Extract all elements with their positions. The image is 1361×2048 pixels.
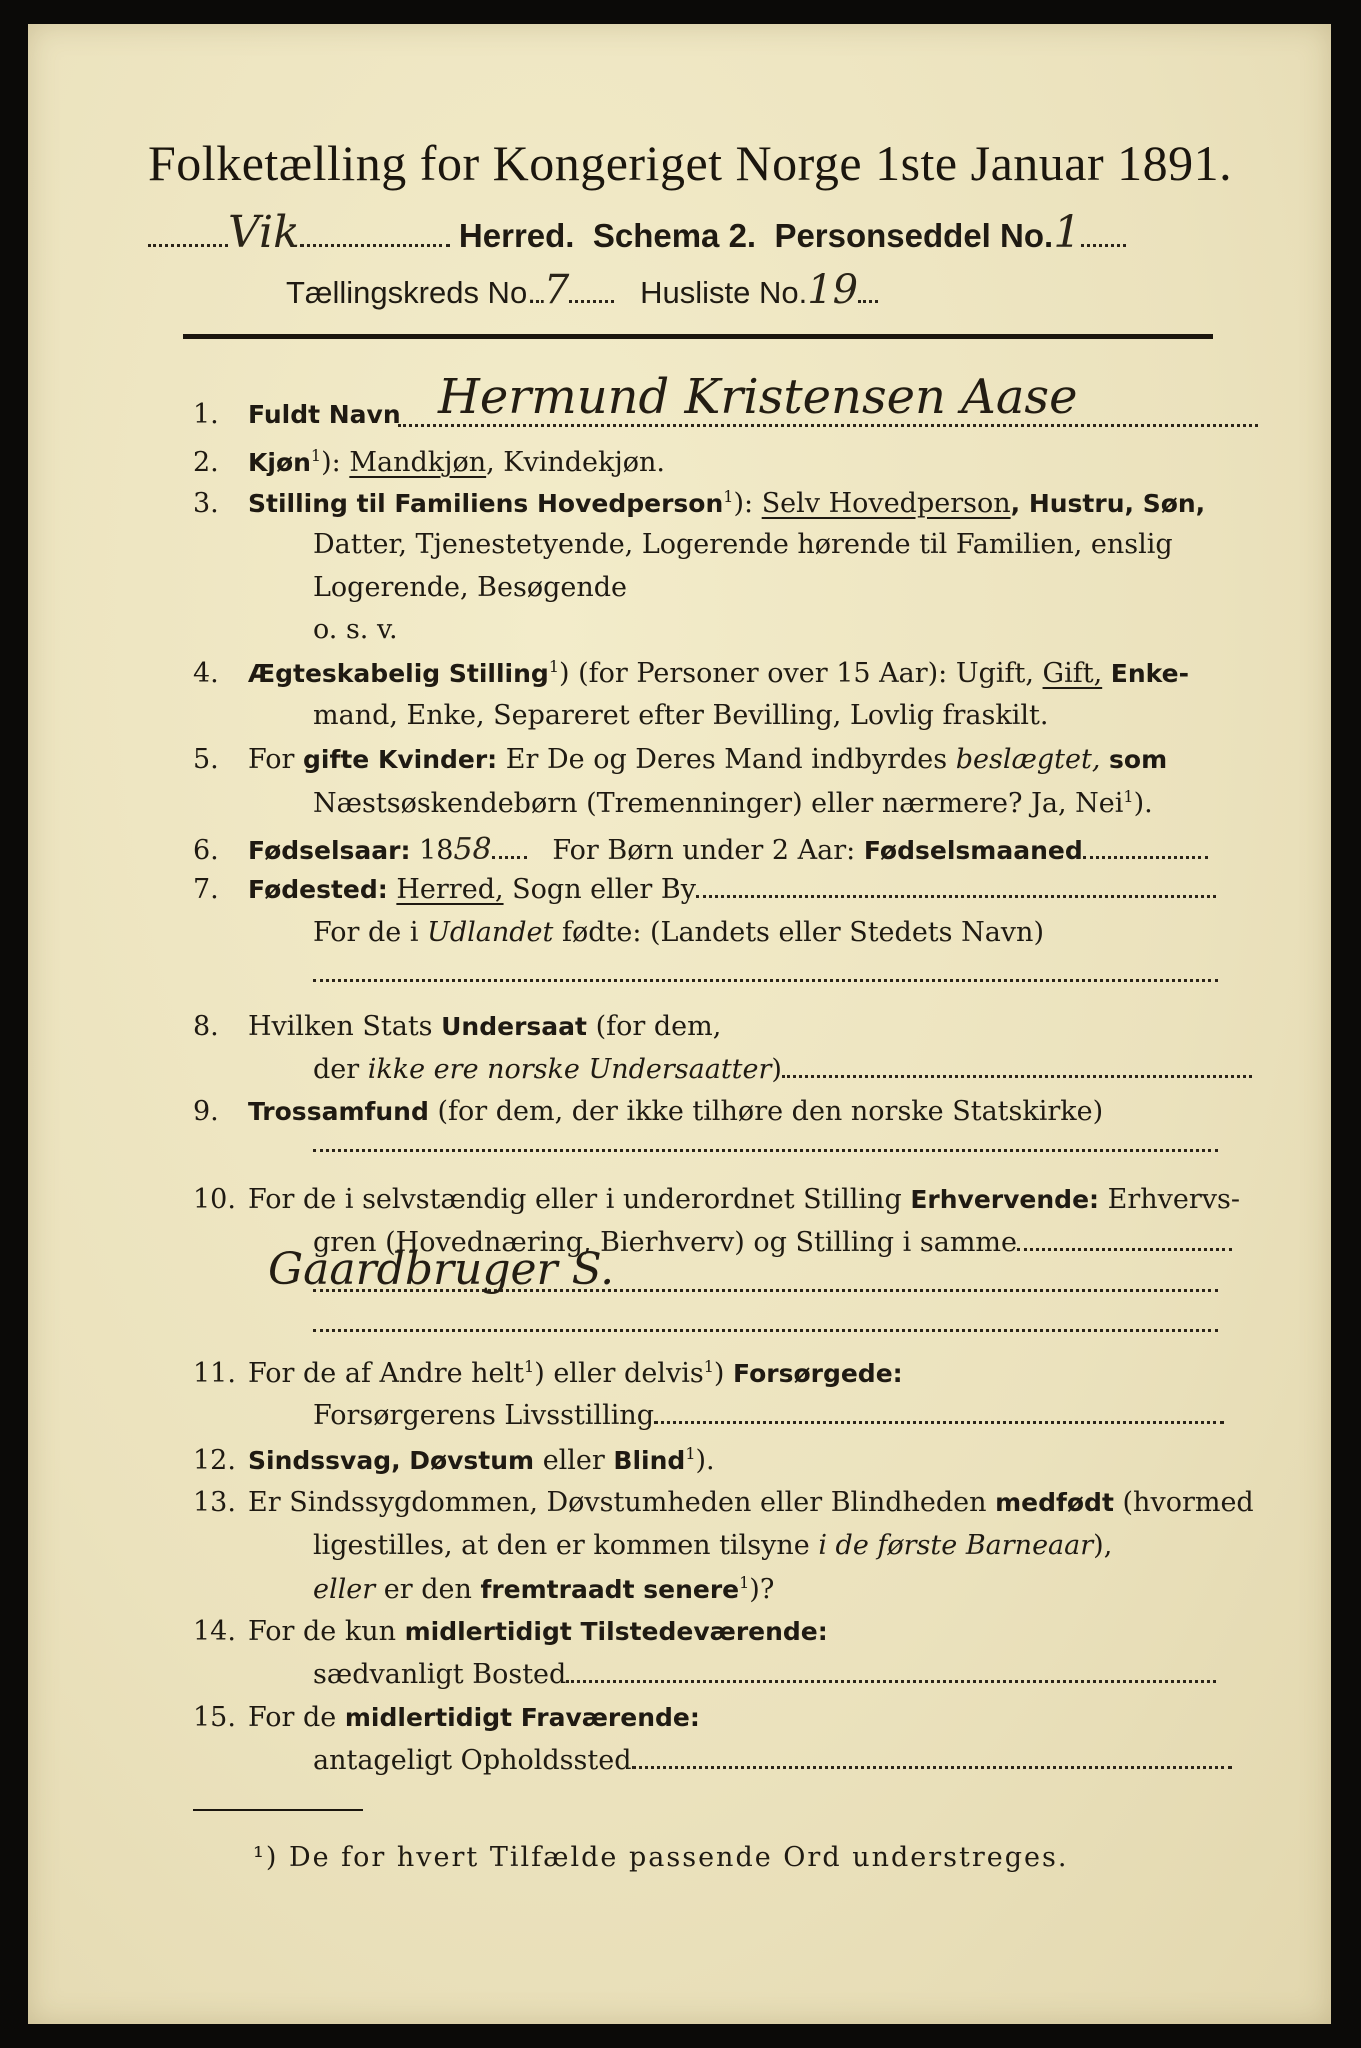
q7-row: 7. Fødested: Herred, Sogn eller By <box>193 874 1216 905</box>
q4-row: 4. Ægteskabelig Stilling$^1$) (for Personer over 15 Aar): Ugift, Gift, Enke- <box>193 657 1189 689</box>
footnote-rule <box>193 1809 363 1811</box>
q12-row: 12. Sindssvag, Døvstum eller Blind$^1$). <box>193 1444 715 1476</box>
q13-row: 13. Er Sindssygdommen, Døvstumheden eller Blindheden medfødt (hvormed <box>193 1487 1254 1518</box>
herred-value: Vik <box>228 207 300 258</box>
q13-line2: ligestilles, at den er kommen tilsyne i de første Barneaar), <box>313 1530 1113 1561</box>
q11-line2: Forsørgerens Livsstilling <box>313 1400 1224 1431</box>
q2-row: 2. Kjøn$^1$): Mandkjøn, Kvindekjøn. <box>193 446 665 478</box>
husliste-value: 19 <box>807 267 859 313</box>
q14-line2: sædvanligt Bosted <box>313 1659 1216 1690</box>
herred-line <box>148 207 1126 258</box>
husliste-label: Husliste No. <box>640 275 808 310</box>
q11-row: 11. For de af Andre helt$^1$) eller delvis$^1$) Forsørgede: <box>193 1357 903 1389</box>
taellingskreds-label: Tællingskreds No. <box>286 275 536 310</box>
q13-line3: eller er den fremtraadt senere$^1$)? <box>313 1573 775 1605</box>
q10-value: Gaardbruger S. <box>268 1244 615 1295</box>
q1-value: Hermund Kristensen Aase <box>438 369 1078 425</box>
q10-line2: gren (Hovednæring, Bierhverv) og Stilling i samme <box>313 1227 1232 1258</box>
q7-line2: For de i Udlandet fødte: (Landets eller Stedets Navn) <box>313 917 1044 948</box>
q4-selected-option: Gift, <box>1042 658 1103 689</box>
q3-row: 3. Stilling til Familiens Hovedperson$^1$): Selv Hovedperson, Hustru, Søn, <box>193 487 1206 519</box>
q15-line2: antageligt Opholdssted <box>313 1745 1232 1776</box>
q2-selected-option: Mandkjøn <box>349 447 487 478</box>
q15-row: 15. For de midlertidigt Fraværende: <box>193 1702 700 1733</box>
header-rule <box>183 334 1213 339</box>
q5-row: 5. For gifte Kvinder: Er De og Deres Mand indbyrdes beslægtet, som <box>193 744 1168 775</box>
kreds-line <box>286 267 878 313</box>
footnote: ¹) De for hvert Tilfælde passende Ord understreges. <box>253 1842 1069 1873</box>
census-form-sheet: Folketælling for Kongeriget Norge 1ste Januar 1891. Vik Herred. Schema 2. Personseddel No.1 Tællingskreds No. 7 Husliste No.19 1. Fuldt Navn Hermund Kristensen Aase 2. Kjøn$^1$): Mandkjøn, Kvindekjøn. 3. Stilling til Familiens Hovedperson$^1$): Selv Hovedperson, Hustru, Søn, Datter, Tjenestetyende, Logerende hørende til Familien, enslig Logerende, Besøgende o. s. v. 4. Ægteskabelig Stilling$^1$) (for Personer over 15 Aar): Ugift, Gift, Enke- mand, Enke, Separeret efter Bevilling, Lovlig fraskilt. 5. For gifte Kvinder: Er De og Deres Mand indbyrdes beslægtet, som Næstsøskendebørn (Tremenninger) eller nærmere? Ja, Nei$^1$). 6. Fødselsaar: 1858 For Børn under 2 Aar: Fødselsmaaned 7. Fødested: Herred, Sogn eller By For de i Udlandet fødte: (Landets eller Stedets Navn) 8. Hvilken Stats Undersaat (for dem, der ikke ere norske Undersaatter) 9. Trossamfund (for dem, der ikke tilhøre den norske Statskirke) 10. For de i selvstændig eller i underordnet Stilling Erhvervende: Erhvervs- gren (Hovednæring, Bierhverv) og Stilling i samme Gaardbruger S. 11. For de af Andre helt$^1$) eller delvis$^1$) Forsørgede: Forsørgerens Livsstilling 12. Sindssvag, Døvstum eller Blind$^1$). 13. Er Sindssygdommen, Døvstumheden eller Blindheden medfødt (hvormed ligestilles, at den er kommen tilsyne i de første Barneaar), eller er den fremtraadt senere$^1$)? 14. For de kun midlertidigt Tilstedeværende: sædvanligt Bosted 15. For de midlertidigt Fraværende: antageligt Opholdssted ¹) De for hvert Tilfælde passende Ord understreges. <box>28 24 1331 2024</box>
q10-row: 10. For de i selvstændig eller i underordnet Stilling Erhvervende: Erhvervs- <box>193 1184 1241 1215</box>
personseddel-value: 1 <box>1053 207 1082 258</box>
q9-row: 9. Trossamfund (for dem, der ikke tilhøre den norske Statskirke) <box>193 1096 1104 1127</box>
form-title: Folketælling for Kongeriget Norge 1ste Januar 1891. <box>148 135 1233 191</box>
q3-selected-option: Selv Hovedperson <box>761 488 1011 519</box>
q1-row: 1. Fuldt Navn <box>193 399 401 430</box>
herred-label: Herred. <box>458 217 575 254</box>
q7-selected-option: Herred, <box>396 874 504 905</box>
q6-value: 58 <box>453 832 492 867</box>
q14-row: 14. For de kun midlertidigt Tilstedeværende: <box>193 1616 828 1647</box>
schema-label: Schema 2. <box>592 217 757 254</box>
q8-line2: der ikke ere norske Undersaatter) <box>313 1054 1252 1085</box>
taellingskreds-value: 7 <box>543 267 570 313</box>
q1-label: Fuldt Navn <box>248 400 401 429</box>
q6-row: 6. Fødselsaar: 1858 For Børn under 2 Aar: Fødselsmaaned <box>193 832 1208 867</box>
personseddel-label: Personseddel No. <box>774 217 1054 254</box>
q8-row: 8. Hvilken Stats Undersaat (for dem, <box>193 1011 722 1042</box>
q5-line2: Næstsøskendebørn (Tremenninger) eller nærmere? Ja, Nei$^1$). <box>313 787 1153 819</box>
